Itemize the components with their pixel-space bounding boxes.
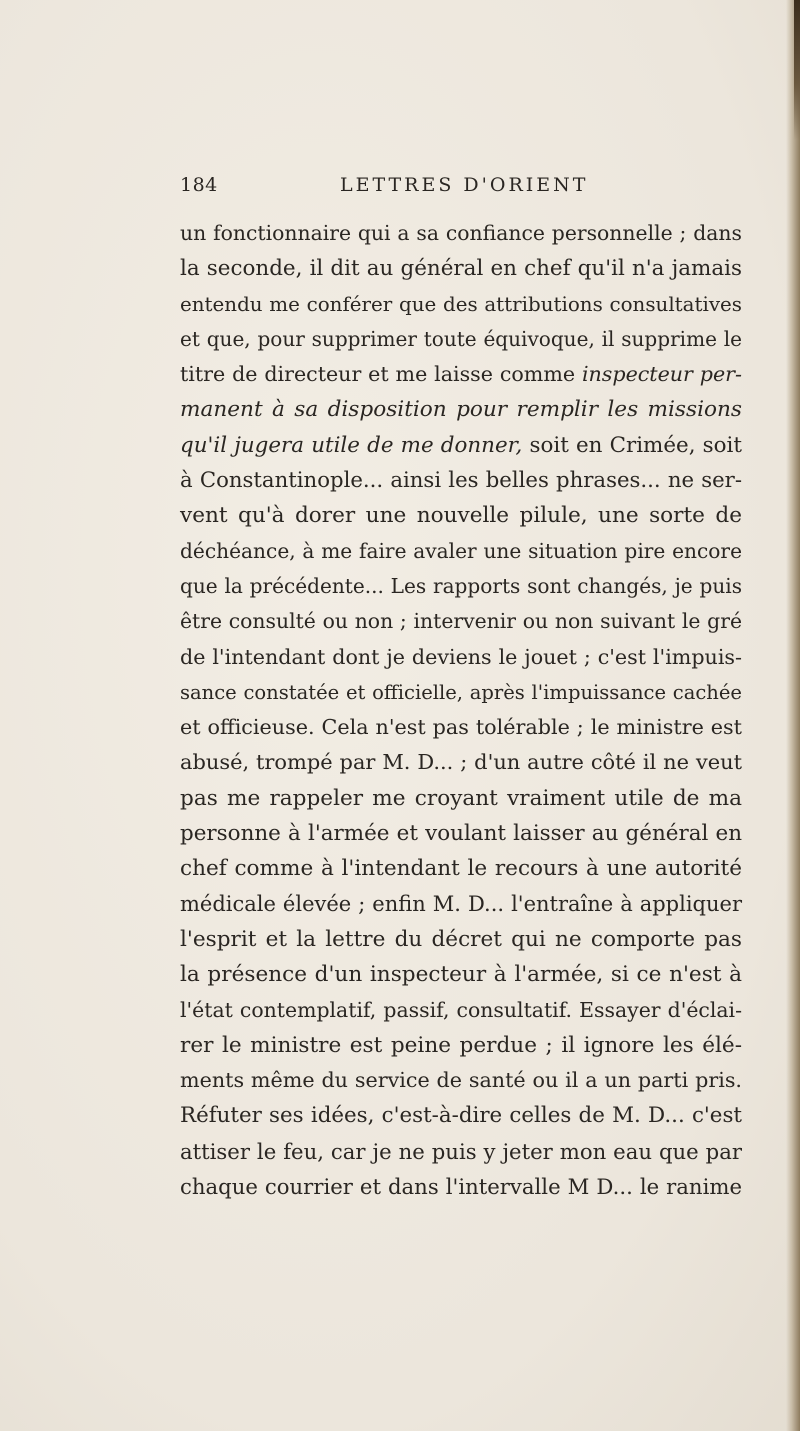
text-line: la seconde, il dit au général en chef qu'il n'a jamais [180, 256, 742, 282]
text-run: soit en Crimée, soit [529, 432, 742, 458]
text-line: abusé, trompé par M. D... ; d'un autre côté il ne veut [180, 750, 742, 775]
text-line: et que, pour supprimer toute équivoque, il supprime le [180, 326, 742, 351]
text-line: attiser le feu, car je ne puis y jeter mon eau que par [180, 1138, 742, 1164]
italic-text: manent à sa disposition pour remplir les missions [180, 397, 742, 423]
text-line: chaque courrier et dans l'intervalle M D... le ranime [180, 1174, 742, 1200]
page-edge-shadow [786, 0, 800, 1431]
text-line: Réfuter ses idées, c'est-à-dire celles de M. D... c'est [180, 1103, 742, 1129]
text-line: de l'intendant dont je deviens le jouet ; c'est l'impuis- [180, 644, 742, 669]
body-text [180, 216, 742, 1204]
text-line: la présence d'un inspecteur à l'armée, si ce n'est à [180, 962, 742, 988]
text-line: sance constatée et officielle, après l'impuissance cachée [180, 680, 742, 704]
text-line: ments même du service de santé ou il a un parti pris. [180, 1068, 742, 1093]
running-header [180, 174, 742, 200]
text-line [180, 357, 742, 392]
text-line: à Constantinople... ainsi les belles phrases... ne ser- [180, 468, 742, 494]
text-line: l'état contemplatif, passif, consultatif. Essayer d'éclai- [180, 997, 742, 1022]
text-line: déchéance, à me faire avaler une situation pire encore [180, 538, 742, 563]
text-line [180, 392, 742, 427]
text-line: un fonctionnaire qui a sa confiance personnelle ; dans [180, 221, 742, 245]
running-title: LETTRES D'ORIENT [340, 174, 589, 196]
text-line: pas me rappeler me croyant vraiment utile de ma [180, 785, 742, 811]
text-line [180, 428, 742, 463]
text-line: être consulté ou non ; intervenir ou non suivant le gré [180, 609, 742, 634]
text-line: que la précédente... Les rapports sont changés, je puis [180, 573, 742, 598]
text-line: médicale élevée ; enfin M. D... l'entraîne à appliquer [180, 891, 742, 916]
text-line: personne à l'armée et voulant laisser au général en [180, 821, 742, 847]
text-line: entendu me conférer que des attributions consultatives [180, 292, 742, 316]
text-line: et officieuse. Cela n'est pas tolérable ; le ministre est [180, 715, 742, 740]
italic-text: qu'il jugera utile de me donner, [180, 432, 523, 458]
text-line: rer le ministre est peine perdue ; il ignore les élé- [180, 1032, 742, 1058]
text-run: titre de directeur et me laisse comme [180, 362, 576, 387]
text-line: chef comme à l'intendant le recours à une autorité [180, 856, 742, 882]
italic-text: inspecteur per- [581, 362, 742, 387]
text-line: vent qu'à dorer une nouvelle pilule, une sorte de [180, 503, 742, 529]
text-line: l'esprit et la lettre du décret qui ne comporte pas [180, 926, 742, 952]
page-number: 184 [180, 174, 218, 196]
page-edge-dark [794, 0, 800, 140]
